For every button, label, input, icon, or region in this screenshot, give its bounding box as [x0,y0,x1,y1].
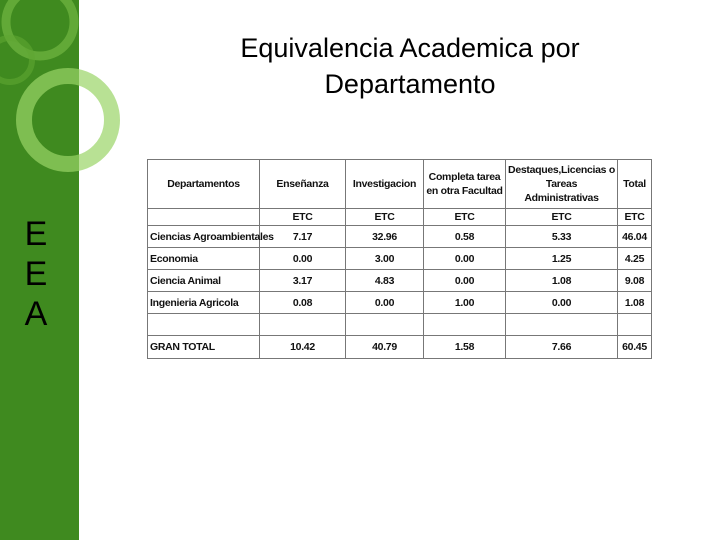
table-header-row [148,160,652,209]
table-cell: 0.58 [424,226,506,248]
department-name: Ciencia Animal [148,270,260,292]
table-cell: 0.00 [506,292,618,314]
table-cell: 7.17 [260,226,346,248]
title-line: Departamento [324,69,496,99]
total-cell: 1.58 [424,336,506,359]
grand-total-row [148,336,652,359]
grand-total-label: GRAN TOTAL [148,336,260,359]
empty-cell [148,314,260,336]
table-row [148,248,652,270]
unit-cell: ETC [618,209,652,226]
title-line: Equivalencia Academica por [240,33,580,63]
column-header: Completa tarea en otra Facultad [424,160,506,209]
decorative-circles [0,0,79,200]
column-header: Destaques,Licencias o Tareas Administrativas [506,160,618,209]
total-cell: 10.42 [260,336,346,359]
slide-title [150,30,670,102]
table-cell: 4.83 [346,270,424,292]
table-cell: 3.17 [260,270,346,292]
table-row [148,292,652,314]
empty-cell [506,314,618,336]
department-name: Ciencias Agroambientales [148,226,260,248]
table-row [148,270,652,292]
table-cell: 3.00 [346,248,424,270]
table-row [148,226,652,248]
table-cell: 1.25 [506,248,618,270]
table-cell: 5.33 [506,226,618,248]
column-header: Investigacion [346,160,424,209]
empty-cell [260,314,346,336]
department-name: Economia [148,248,260,270]
unit-cell: ETC [260,209,346,226]
table-cell: 46.04 [618,226,652,248]
column-header: Enseñanza [260,160,346,209]
equivalence-table [147,159,652,359]
column-header: Total [618,160,652,209]
unit-cell: ETC [346,209,424,226]
side-letter: E [24,255,48,293]
department-name: Ingenieria Agricola [148,292,260,314]
side-letter: E [24,215,48,253]
table-cell: 0.00 [424,248,506,270]
column-header: Departamentos [148,160,260,209]
table-cell: 1.08 [506,270,618,292]
spacer-row [148,314,652,336]
table-cell: 32.96 [346,226,424,248]
table-cell: 9.08 [618,270,652,292]
unit-cell [148,209,260,226]
table-cell: 0.00 [346,292,424,314]
units-row [148,209,652,226]
table-cell: 1.00 [424,292,506,314]
empty-cell [346,314,424,336]
total-cell: 7.66 [506,336,618,359]
table-cell: 0.00 [424,270,506,292]
unit-cell: ETC [424,209,506,226]
empty-cell [424,314,506,336]
side-letters [0,214,72,334]
total-cell: 40.79 [346,336,424,359]
table-cell: 0.00 [260,248,346,270]
table-cell: 0.08 [260,292,346,314]
unit-cell: ETC [506,209,618,226]
side-letter: A [24,295,48,333]
empty-cell [618,314,652,336]
total-cell: 60.45 [618,336,652,359]
green-sidebar [0,0,79,540]
table-cell: 4.25 [618,248,652,270]
table-cell: 1.08 [618,292,652,314]
